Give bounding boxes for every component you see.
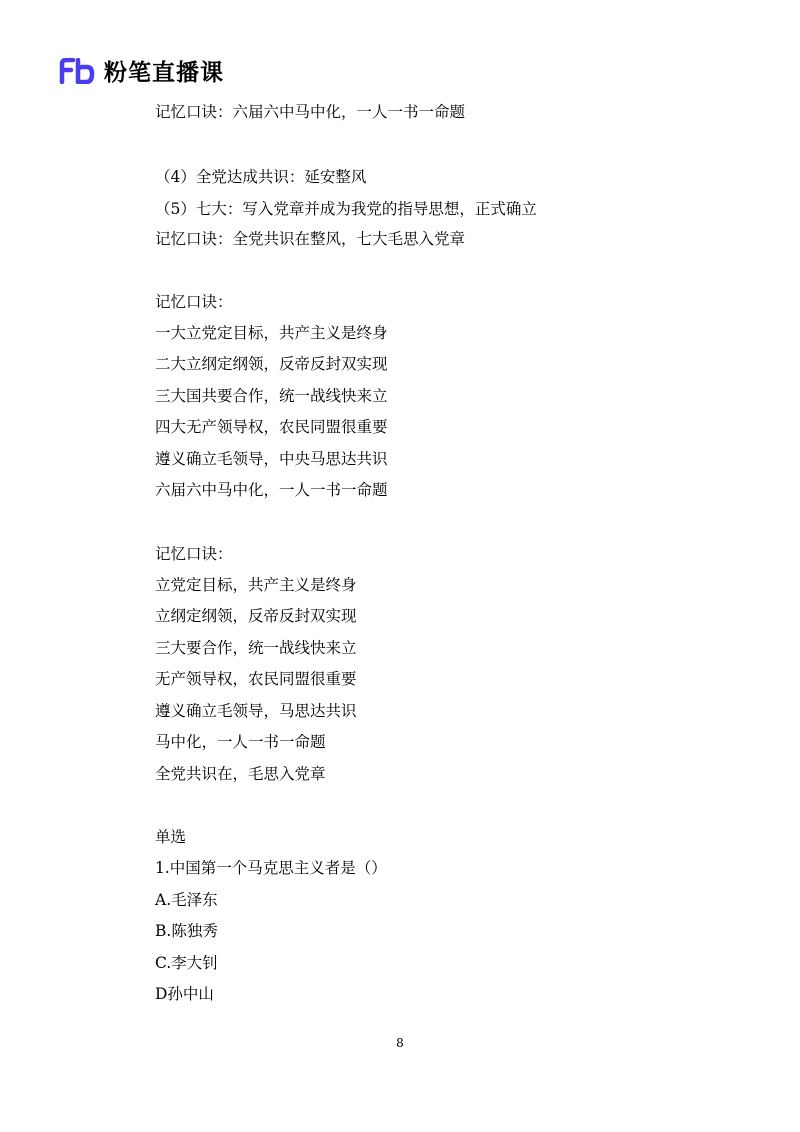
- option-a: A.毛泽东: [155, 891, 218, 909]
- mnemonic-line: 全党共识在，毛思入党章: [155, 765, 326, 783]
- mnemonic-line: 记忆口诀：全党共识在整风，七大毛思入党章: [155, 230, 466, 248]
- mnemonic-line: 记忆口诀：六届六中马中化，一人一书一命题: [155, 103, 466, 121]
- mnemonic-line: 四大无产领导权，农民同盟很重要: [155, 418, 388, 436]
- mnemonic-line: 一大立党定目标，共产主义是终身: [155, 324, 388, 342]
- mnemonic-line: 三大国共要合作，统一战线快来立: [155, 387, 388, 405]
- brand-name: 粉笔直播课: [104, 60, 224, 86]
- question-stem: 1.中国第一个马克思主义者是（）: [155, 859, 387, 877]
- mnemonic-line: 无产领导权，农民同盟很重要: [155, 670, 357, 688]
- fb-logo-icon: [58, 58, 96, 84]
- mnemonic-line: 立党定目标，共产主义是终身: [155, 576, 357, 594]
- text-line: （5）七大：写入党章并成为我党的指导思想，正式确立: [155, 200, 537, 218]
- page-number: 8: [396, 1036, 404, 1050]
- mnemonic-line: 马中化，一人一书一命题: [155, 733, 326, 751]
- option-b: B.陈独秀: [155, 922, 218, 940]
- mnemonic-line: 三大要合作，统一战线快来立: [155, 639, 357, 657]
- mnemonic-line: 二大立纲定纲领，反帝反封双实现: [155, 355, 388, 373]
- text-line: （4）全党达成共识：延安整风: [155, 168, 367, 186]
- mnemonic-line: 遵义确立毛领导，马思达共识: [155, 702, 357, 720]
- question-type: 单选: [155, 828, 187, 846]
- option-c: C.李大钊: [155, 954, 218, 972]
- brand-logo: [58, 54, 224, 87]
- mnemonic-line: 六届六中马中化，一人一书一命题: [155, 481, 388, 499]
- mnemonic-heading: 记忆口诀：: [155, 545, 233, 563]
- mnemonic-heading: 记忆口诀：: [155, 293, 233, 311]
- mnemonic-line: 立纲定纲领，反帝反封双实现: [155, 607, 357, 625]
- mnemonic-line: 遵义确立毛领导，中央马思达共识: [155, 450, 388, 468]
- option-d: D孙中山: [155, 985, 214, 1003]
